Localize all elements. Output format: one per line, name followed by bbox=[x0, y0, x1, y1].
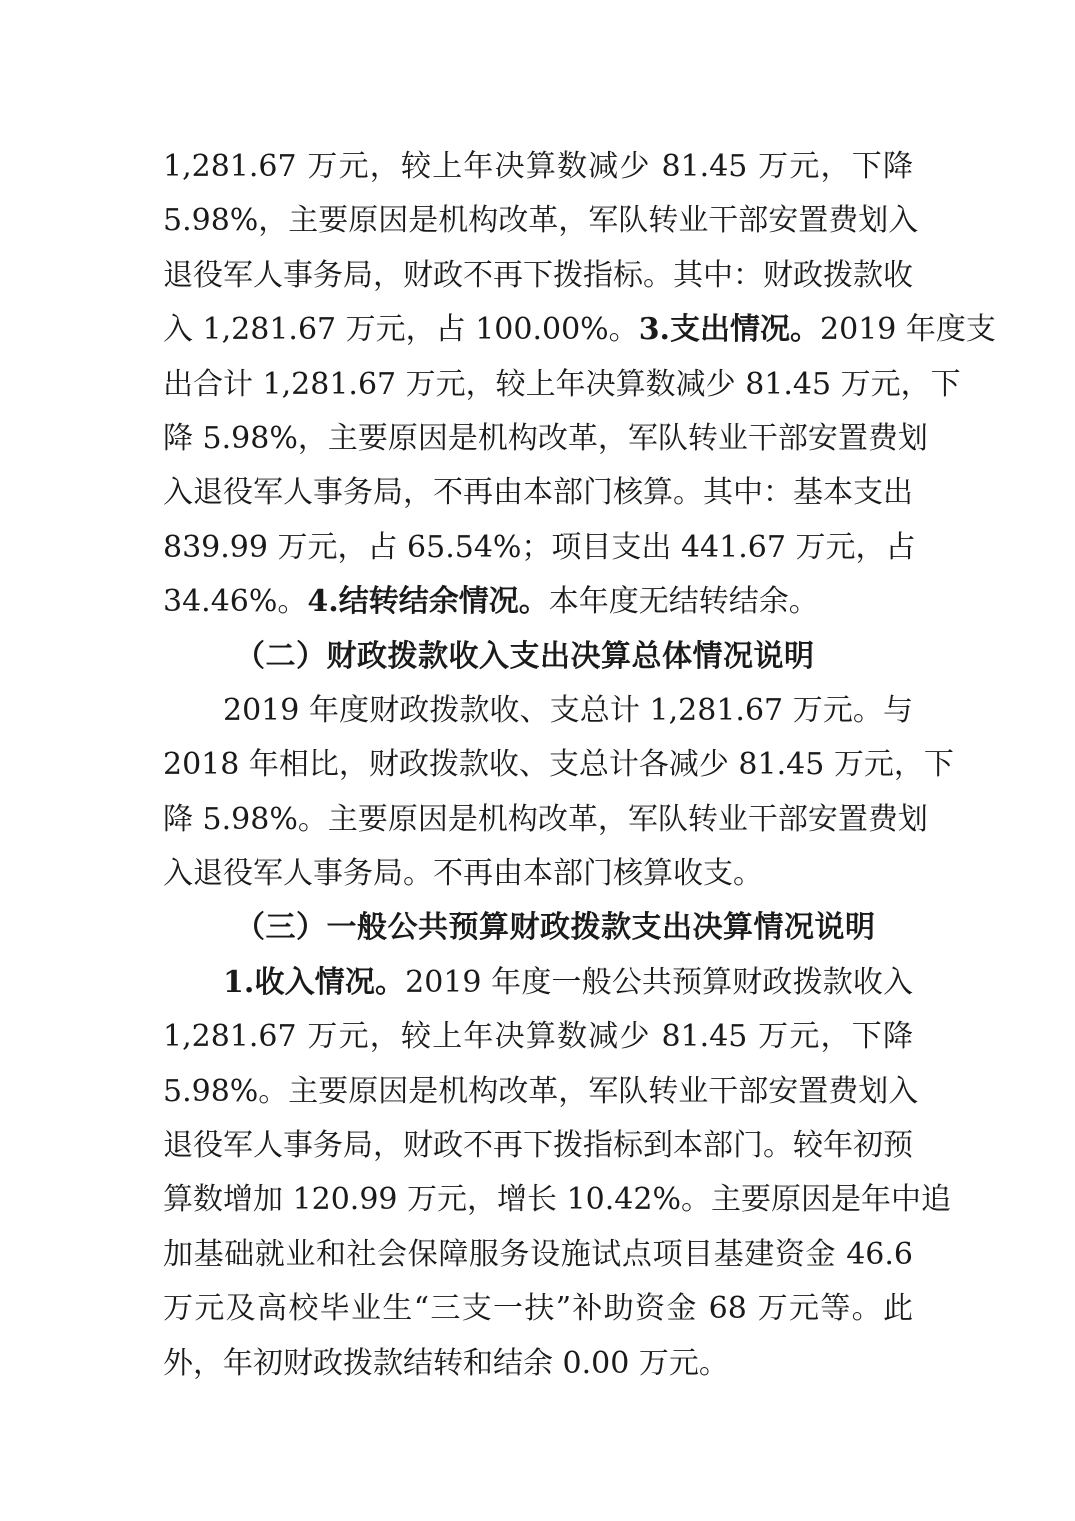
text-line bbox=[163, 466, 913, 520]
line-text: 34.46%。 bbox=[163, 584, 308, 620]
text-line bbox=[163, 412, 928, 466]
line-text: 2019 年度一般公共预算财政拨款收入 bbox=[405, 964, 913, 1000]
section-heading-text: （二）财政拨款收入支出决算总体情况说明 bbox=[235, 638, 815, 674]
line-text: 2019 年度财政拨款收、支总计 1,281.67 万元。与 bbox=[223, 692, 913, 728]
bold-subheading: 1.收入情况。 bbox=[223, 964, 406, 1000]
line-text: 入退役军人事务局，不再由本部门核算。其中：基本支出 bbox=[163, 475, 913, 511]
text-line bbox=[163, 956, 913, 1010]
text-line bbox=[163, 847, 913, 901]
text-line bbox=[163, 249, 913, 303]
text-line bbox=[163, 194, 919, 248]
line-text: 1,281.67 万元，较上年决算数减少 81.45 万元，下降 bbox=[163, 149, 913, 184]
document-page bbox=[163, 140, 996, 1391]
text-line bbox=[163, 521, 916, 575]
line-text: 入退役军人事务局。不再由本部门核算收支。 bbox=[163, 856, 763, 892]
line-text: 5.98%。主要原因是机构改革，军队转业干部安置费划入 bbox=[163, 1073, 919, 1109]
text-line bbox=[163, 575, 913, 629]
line-text: 5.98%，主要原因是机构改革，军队转业干部安置费划入 bbox=[163, 203, 919, 239]
text-line bbox=[163, 738, 954, 792]
line-text: 入 1,281.67 万元，占 100.00%。 bbox=[163, 312, 639, 348]
bold-subheading: 3.支出情况。 bbox=[638, 312, 821, 348]
text-line bbox=[163, 1173, 951, 1227]
line-text: 本年度无结转结余。 bbox=[548, 584, 819, 620]
text-line bbox=[163, 358, 961, 412]
line-text: 外，年初财政拨款结转和结余 0.00 万元。 bbox=[163, 1345, 729, 1381]
line-text: 加基础就业和社会保障服务设施试点项目基建资金 46.6 bbox=[163, 1236, 913, 1272]
line-text: 2019 年度支 bbox=[820, 312, 996, 348]
line-text: 退役军人事务局，财政不再下拨指标到本部门。较年初预 bbox=[163, 1128, 913, 1164]
text-line bbox=[163, 1337, 913, 1391]
text-line bbox=[163, 303, 996, 357]
text-line bbox=[163, 1065, 919, 1119]
bold-subheading: 4.结转结余情况。 bbox=[307, 584, 549, 620]
line-text: 算数增加 120.99 万元，增长 10.42%。主要原因是年中追 bbox=[163, 1182, 951, 1218]
line-text: 万元及高校毕业生“三支一扶”补助资金 68 万元等。此 bbox=[163, 1291, 913, 1327]
line-text: 2018 年相比，财政拨款收、支总计各减少 81.45 万元，下 bbox=[163, 747, 954, 783]
text-line bbox=[163, 1282, 913, 1336]
line-text: 839.99 万元，占 65.54%；项目支出 441.67 万元，占 bbox=[163, 529, 916, 565]
line-text: 出合计 1,281.67 万元，较上年决算数减少 81.45 万元，下 bbox=[163, 366, 961, 402]
section-heading-text: （三）一般公共预算财政拨款支出决算情况说明 bbox=[235, 910, 876, 946]
section-heading bbox=[163, 630, 913, 684]
line-text: 1,281.67 万元，较上年决算数减少 81.45 万元，下降 bbox=[163, 1019, 913, 1055]
section-heading bbox=[163, 901, 913, 955]
text-line bbox=[163, 684, 913, 738]
text-line bbox=[163, 1010, 913, 1064]
text-line bbox=[163, 1228, 913, 1282]
line-text: 退役军人事务局，财政不再下拨指标。其中：财政拨款收 bbox=[163, 257, 913, 293]
text-line bbox=[163, 140, 913, 194]
line-text: 降 5.98%，主要原因是机构改革，军队转业干部安置费划 bbox=[163, 420, 928, 456]
text-line bbox=[163, 793, 928, 847]
text-line bbox=[163, 1119, 913, 1173]
line-text: 降 5.98%。主要原因是机构改革，军队转业干部安置费划 bbox=[163, 801, 928, 837]
